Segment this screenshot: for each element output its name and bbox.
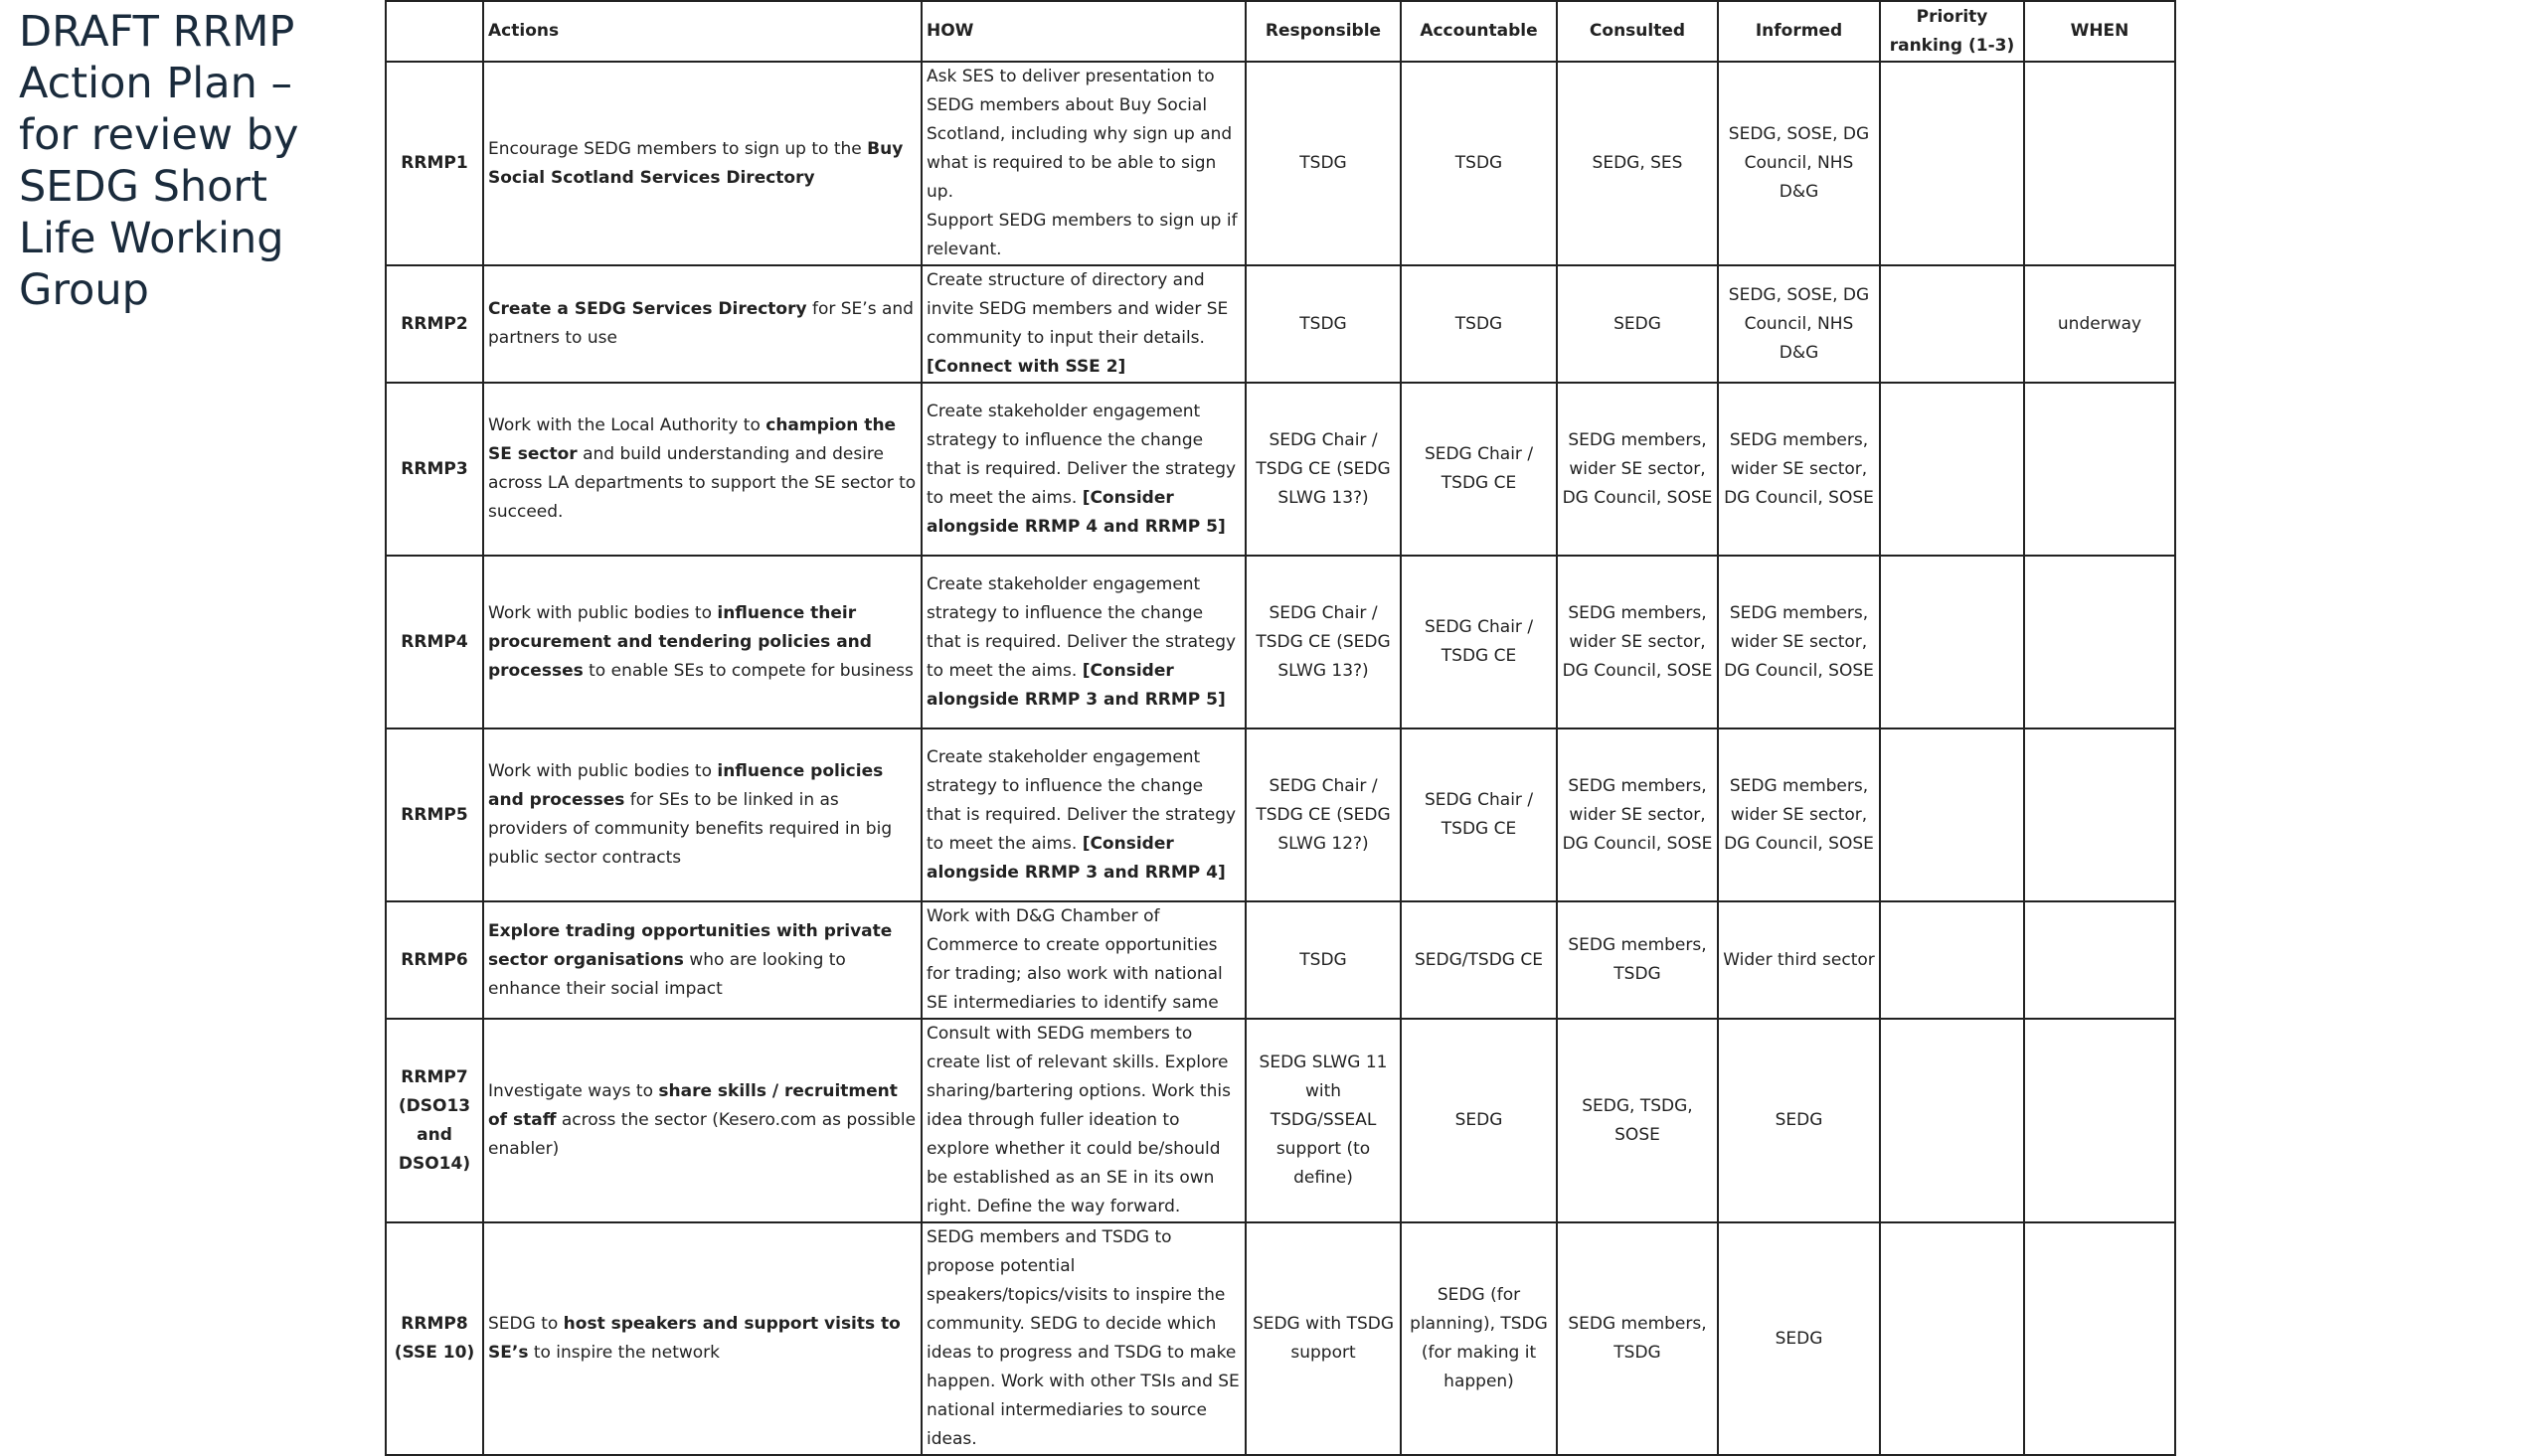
when-cell	[2024, 62, 2175, 265]
priority-cell	[1880, 1222, 2024, 1455]
action-plan-table-wrapper	[385, 0, 2176, 1456]
text-segment: to enable SEs to compete for business	[583, 660, 914, 681]
informed-cell: SEDG members, wider SE sector, DG Council, SOSE	[1718, 556, 1880, 728]
when-cell	[2024, 556, 2175, 728]
how-description	[922, 1222, 1246, 1455]
bold-text: [Consider alongside RRMP 3 and RRMP 4]	[927, 833, 1226, 883]
accountable-cell: SEDG (for planning), TSDG (for making it happen)	[1401, 1222, 1557, 1455]
bold-text: [Consider alongside RRMP 3 and RRMP 5]	[927, 660, 1226, 710]
text-segment: and build understanding and desire across LA departments to support the SE sector to succeed.	[488, 444, 917, 522]
action-id: RRMP4	[386, 556, 483, 728]
action-description	[483, 1019, 922, 1222]
priority-cell	[1880, 1019, 2024, 1222]
text-segment: Create stakeholder engagement strategy to influence the change that is required. Deliver the strategy to meet the aims.	[927, 573, 1237, 681]
text-segment: SEDG to	[488, 1314, 564, 1334]
action-description	[483, 1222, 922, 1455]
consulted-cell: SEDG members, TSDG	[1557, 901, 1718, 1019]
how-description	[922, 556, 1246, 728]
informed-cell: SEDG	[1718, 1019, 1880, 1222]
table-body	[386, 62, 2175, 1455]
informed-cell: SEDG members, wider SE sector, DG Council, SOSE	[1718, 383, 1880, 556]
text-segment: who are looking to enhance their social impact	[488, 949, 846, 999]
when-cell	[2024, 901, 2175, 1019]
text-segment: Encourage SEDG members to sign up to the	[488, 138, 868, 159]
action-id: RRMP6	[386, 901, 483, 1019]
informed-cell: SEDG	[1718, 1222, 1880, 1455]
consulted-cell: SEDG members, wider SE sector, DG Council, SOSE	[1557, 556, 1718, 728]
responsible-cell: TSDG	[1246, 62, 1401, 265]
accountable-cell: SEDG Chair / TSDG CE	[1401, 383, 1557, 556]
bold-text: Buy Social Scotland Services Directory	[488, 138, 904, 188]
priority-cell	[1880, 728, 2024, 901]
table-row	[386, 383, 2175, 556]
action-description	[483, 62, 922, 265]
accountable-cell: SEDG Chair / TSDG CE	[1401, 556, 1557, 728]
table-row	[386, 1222, 2175, 1455]
text-segment: Work with public bodies to	[488, 602, 718, 623]
text-segment: Create stakeholder engagement strategy to influence the change that is required. Deliver the strategy to meet the aims.	[927, 401, 1237, 508]
header-accountable: Accountable	[1401, 1, 1557, 62]
text-segment: Work with D&G Chamber of Commerce to create opportunities for trading; also work with national SE intermediaries to identify same	[927, 906, 1223, 1013]
consulted-cell: SEDG members, TSDG	[1557, 1222, 1718, 1455]
accountable-cell: SEDG Chair / TSDG CE	[1401, 728, 1557, 901]
when-cell	[2024, 1222, 2175, 1455]
when-cell	[2024, 1019, 2175, 1222]
action-id: RRMP7 (DSO13 and DSO14)	[386, 1019, 483, 1222]
priority-cell	[1880, 265, 2024, 383]
table-row	[386, 62, 2175, 265]
how-description	[922, 383, 1246, 556]
header-when: WHEN	[2024, 1, 2175, 62]
text-segment: SEDG members and TSDG to propose potential speakers/topics/visits to inspire the community. SEDG to decide which ideas to progress and TSDG to make happen. Work with other TSIs and SE national intermediaries to source ideas.	[927, 1227, 1240, 1449]
bold-text: Create a SEDG Services Directory	[488, 299, 807, 319]
responsible-cell: SEDG SLWG 11 with TSDG/SSEAL support (to define)	[1246, 1019, 1401, 1222]
table-row	[386, 901, 2175, 1019]
priority-cell	[1880, 383, 2024, 556]
accountable-cell: TSDG	[1401, 265, 1557, 383]
action-id: RRMP8 (SSE 10)	[386, 1222, 483, 1455]
text-segment: for SE’s and partners to use	[488, 299, 914, 348]
informed-cell: Wider third sector	[1718, 901, 1880, 1019]
action-description	[483, 383, 922, 556]
text-segment: across the sector (Kesero.com as possible enabler)	[488, 1110, 917, 1159]
priority-cell	[1880, 901, 2024, 1019]
responsible-cell: TSDG	[1246, 265, 1401, 383]
header-row	[386, 1, 2175, 62]
responsible-cell: SEDG Chair / TSDG CE (SEDG SLWG 13?)	[1246, 383, 1401, 556]
when-cell: underway	[2024, 265, 2175, 383]
table-row	[386, 556, 2175, 728]
bold-text: influence policies and processes	[488, 761, 884, 810]
informed-cell: SEDG, SOSE, DG Council, NHS D&G	[1718, 265, 1880, 383]
text-segment: Investigate ways to	[488, 1081, 659, 1101]
text-segment: for SEs to be linked in as providers of community benefits required in big public sector contracts	[488, 790, 893, 868]
how-description	[922, 901, 1246, 1019]
text-segment: Create stakeholder engagement strategy to influence the change that is required. Deliver the strategy to meet the aims.	[927, 746, 1237, 854]
consulted-cell: SEDG, TSDG, SOSE	[1557, 1019, 1718, 1222]
text-segment: Consult with SEDG members to create list of relevant skills. Explore sharing/bartering options. Work this idea through fuller ideation to explore whether it could be/should be established as an SE in its own right. Define the way forward.	[927, 1024, 1231, 1216]
header-actions: Actions	[483, 1, 922, 62]
action-id: RRMP2	[386, 265, 483, 383]
informed-cell: SEDG, SOSE, DG Council, NHS D&G	[1718, 62, 1880, 265]
header-id	[386, 1, 483, 62]
consulted-cell: SEDG members, wider SE sector, DG Council, SOSE	[1557, 728, 1718, 901]
header-priority: Priority ranking (1-3)	[1880, 1, 2024, 62]
header-how: HOW	[922, 1, 1246, 62]
responsible-cell: TSDG	[1246, 901, 1401, 1019]
consulted-cell: SEDG members, wider SE sector, DG Council, SOSE	[1557, 383, 1718, 556]
text-segment: Create structure of directory and invite SEDG members and wider SE community to input their details.	[927, 270, 1229, 348]
bold-text: champion the SE sector	[488, 415, 897, 464]
accountable-cell: TSDG	[1401, 62, 1557, 265]
table-row	[386, 265, 2175, 383]
informed-cell: SEDG members, wider SE sector, DG Council, SOSE	[1718, 728, 1880, 901]
responsible-cell: SEDG with TSDG support	[1246, 1222, 1401, 1455]
responsible-cell: SEDG Chair / TSDG CE (SEDG SLWG 12?)	[1246, 728, 1401, 901]
priority-cell	[1880, 62, 2024, 265]
header-informed: Informed	[1718, 1, 1880, 62]
table-row	[386, 1019, 2175, 1222]
when-cell	[2024, 383, 2175, 556]
header-consulted: Consulted	[1557, 1, 1718, 62]
how-description	[922, 265, 1246, 383]
text-segment: to inspire the network	[528, 1343, 720, 1363]
action-id: RRMP5	[386, 728, 483, 901]
bold-text: influence their procurement and tendering policies and processes	[488, 602, 872, 681]
action-plan-table	[385, 0, 2176, 1456]
bold-text: Explore trading opportunities with private sector organisations	[488, 920, 893, 970]
bold-text: [Connect with SSE 2]	[927, 357, 1126, 377]
action-description	[483, 556, 922, 728]
bold-text: host speakers and support visits to SE’s	[488, 1314, 901, 1363]
consulted-cell: SEDG, SES	[1557, 62, 1718, 265]
action-description	[483, 265, 922, 383]
bold-text: [Consider alongside RRMP 4 and RRMP 5]	[927, 487, 1226, 537]
text-segment: Work with public bodies to	[488, 761, 718, 781]
text-segment: Ask SES to deliver presentation to SEDG members about Buy Social Scotland, including why sign up and what is required to be able to sign up. Support SEDG members to sign up if relevant.	[927, 67, 1238, 259]
text-segment: Work with the Local Authority to	[488, 415, 766, 435]
table-row	[386, 728, 2175, 901]
consulted-cell: SEDG	[1557, 265, 1718, 383]
when-cell	[2024, 728, 2175, 901]
action-description	[483, 728, 922, 901]
accountable-cell: SEDG/TSDG CE	[1401, 901, 1557, 1019]
priority-cell	[1880, 556, 2024, 728]
accountable-cell: SEDG	[1401, 1019, 1557, 1222]
how-description	[922, 1019, 1246, 1222]
bold-text: share skills / recruitment of staff	[488, 1081, 898, 1130]
header-responsible: Responsible	[1246, 1, 1401, 62]
action-id: RRMP1	[386, 62, 483, 265]
action-description	[483, 901, 922, 1019]
page-title: DRAFT RRMP Action Plan – for review by SEDG Short Life Working Group	[19, 7, 299, 315]
action-id: RRMP3	[386, 383, 483, 556]
how-description	[922, 62, 1246, 265]
responsible-cell: SEDG Chair / TSDG CE (SEDG SLWG 13?)	[1246, 556, 1401, 728]
how-description	[922, 728, 1246, 901]
